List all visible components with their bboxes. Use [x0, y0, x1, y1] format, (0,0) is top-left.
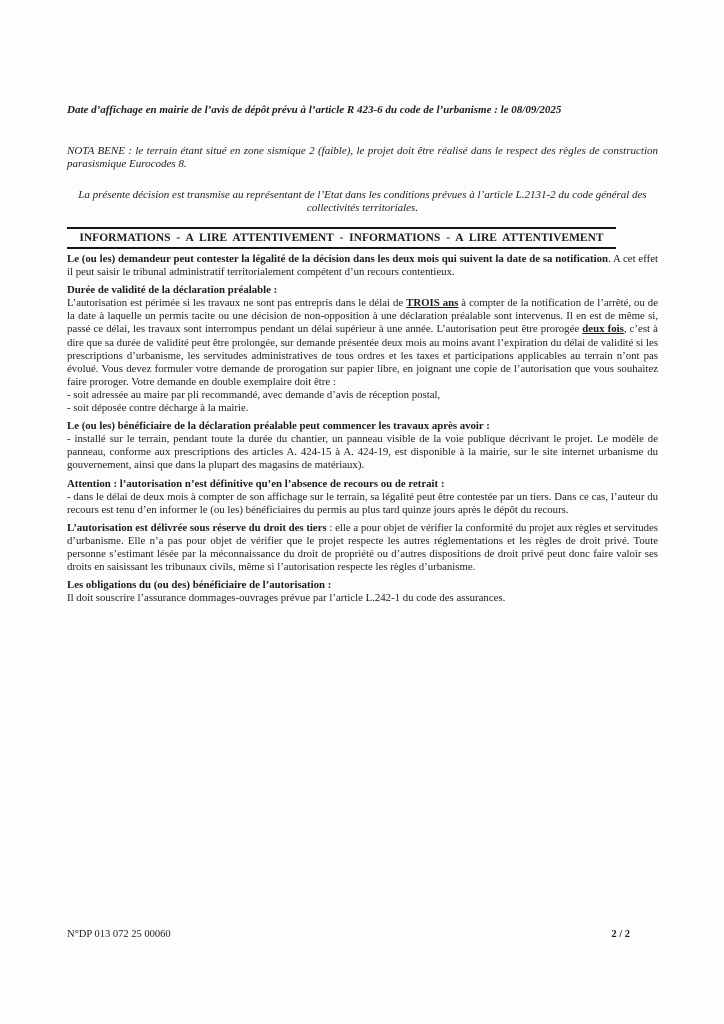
transmission-paragraph: La présente décision est transmise au représentant de l’Etat dans les conditions prévues à l’article L.2131-2 du code général des collectivités territoriales.: [78, 189, 647, 214]
obligations-heading: Les obligations du (ou des) bénéficiaire de l’autorisation :: [67, 579, 332, 592]
third-party-paragraph: L’autorisation est délivrée sous réserve du droit des tiers : elle a pour objet de vérifier la conformité du projet aux règles et servitudes d’urbanisme. Elle n’a pas pour objet de vérifier que le projet respecte les autres réglementations et les règles de droit privé. Toute personne s’estimant lésée par la méconnaissance du droit de propriété ou d’autres dispositions de droit privé peut donc faire valoir ses droits en saisissant les tribunaux civils, même si l’autorisation respecte les règles d’urbanisme.: [67, 521, 658, 574]
section-validity: [67, 284, 658, 415]
section-beneficiary: [67, 420, 658, 472]
section-attention: [67, 478, 658, 517]
dossier-reference: N°DP 013 072 25 00060: [67, 929, 171, 940]
beneficiary-paragraph: - installé sur le terrain, pendant toute la durée du chantier, un panneau visible de la voie publique décrivant le projet. Le modèle de panneau, conforme aux prescriptions des articles A. 424-15 à A. 424-19, est disponible à la mairie, sur le site internet urbanisme du gouvernement, ainsi que dans la plupart des magasins de matériaux).: [67, 433, 658, 472]
page-number: 2 / 2: [611, 929, 630, 940]
validity-paragraph: L’autorisation est périmée si les travaux ne sont pas entrepris dans le délai de TROIS ans à compter de la notification de l’arrêté, ou de la date à laquelle un permis tacite ou une décision de non-opposition à une déclaration préalable sont intervenus. Il en est de même si, passé ce délai, les travaux sont interrompus pendant un délai supérieur à une année. L’autorisation peut être prorogée deux fois, c’est à dire que sa durée de validité peut être prolongée, sur demande présentée deux mois au moins avant l’expiration du délai de validité si les prescriptions d’urbanisme, les servitudes administratives de tous ordres et les taxes et participations applicables au terrain n’ont pas évolué. Vous devez formuler votre demande de prorogation sur papier libre, en joignant une copie de l’autorisation que vous souhaitez faire proroger. Votre demande en double exemplaire doit être :: [67, 297, 659, 388]
section-obligations: [67, 579, 658, 605]
validity-heading: Durée de validité de la déclaration préalable :: [67, 284, 278, 297]
section-third-party: [67, 522, 658, 574]
attention-paragraph: - dans le délai de deux mois à compter de son affichage sur le terrain, sa légalité peut être contestée par un tiers. Dans ce cas, l’auteur du recours est tenu d’en informer le (ou les) bénéficiaires du permis au plus tard quinze jours après le dépôt du recours.: [67, 490, 658, 516]
section-contest: [67, 253, 658, 279]
validity-bullet-2: - soit déposée contre décharge à la mairie.: [67, 402, 249, 415]
informations-banner: INFORMATIONS - A LIRE ATTENTIVEMENT - INFORMATIONS - A LIRE ATTENTIVEMENT: [67, 227, 616, 249]
beneficiary-heading: Le (ou les) bénéficiaire de la déclaration préalable peut commencer les travaux après avoir :: [67, 420, 490, 433]
nota-bene-paragraph: NOTA BENE : le terrain étant situé en zone sismique 2 (faible), le projet doit être réalisé dans le respect des règles de construction parasismique Eurocodes 8.: [67, 145, 658, 170]
validity-bullet-1: - soit adressée au maire par pli recommandé, avec demande d’avis de réception postal,: [67, 388, 441, 401]
contest-paragraph: Le (ou les) demandeur peut contester la légalité de la décision dans les deux mois qui suivent la date de sa notification. A cet effet il peut saisir le tribunal administratif territorialement compétent d’un recours contentieux.: [67, 253, 658, 279]
obligations-paragraph: Il doit souscrire l’assurance dommages-ouvrages prévue par l’article L.242-1 du code des assurances.: [67, 592, 506, 605]
document-content: [67, 0, 658, 605]
attention-heading: Attention : l’autorisation n’est définitive qu’en l’absence de recours ou de retrait :: [67, 477, 445, 490]
display-date-line: Date d’affichage en mairie de l’avis de dépôt prévu à l’article R 423-6 du code de l’urbanisme : le 08/09/2025: [67, 104, 562, 116]
